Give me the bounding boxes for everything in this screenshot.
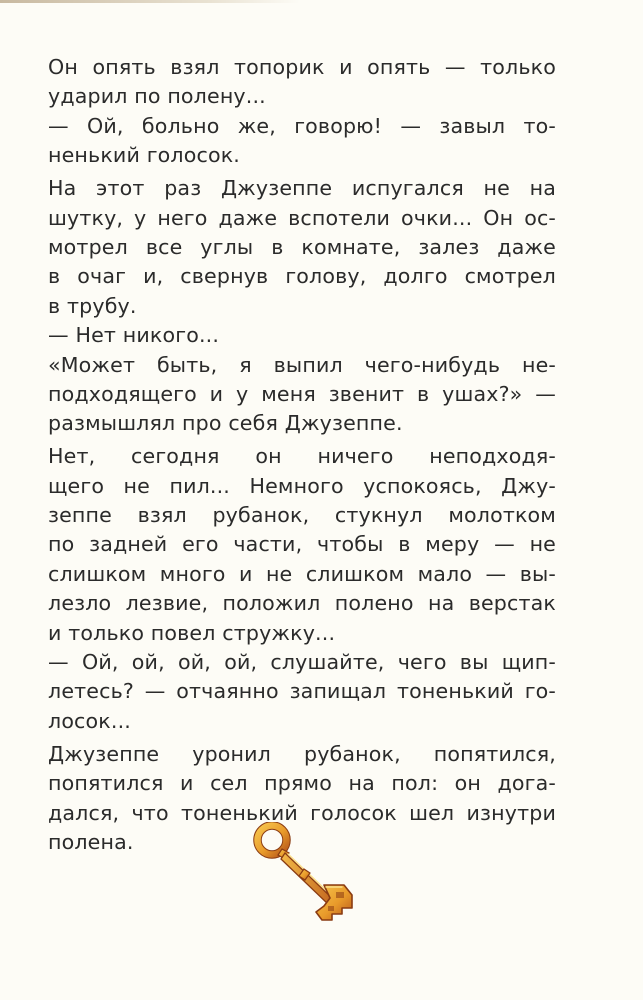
page-top-edge bbox=[0, 0, 300, 3]
text-line: летесь? — отчаянно запищал тоненький го- bbox=[48, 679, 556, 704]
text-line: в очаг и, свернув голову, долго смотрел bbox=[48, 264, 556, 289]
text-line: слишком много и не слишком мало — вы- bbox=[48, 561, 556, 586]
text-line: — Ой, ой, ой, ой, слушайте, чего вы щип- bbox=[48, 650, 556, 674]
story-text bbox=[48, 53, 556, 857]
text-line: — Нет никого... bbox=[48, 323, 220, 348]
text-line: Он опять взял топорик и опять — только bbox=[48, 55, 556, 79]
text-line: зеппе взял рубанок, стукнул молотком bbox=[48, 503, 556, 528]
text-line: в трубу. bbox=[48, 293, 137, 318]
key-shaft bbox=[281, 853, 334, 906]
text-line: «Может быть, я выпил чего-нибудь не- bbox=[48, 352, 556, 377]
text-line: ударил по полену... bbox=[48, 84, 266, 109]
text-line: На этот раз Джузеппе испугался не на bbox=[48, 176, 556, 201]
text-line: дался, что тоненький голосок шел изнутри bbox=[48, 800, 556, 825]
text-line: Нет, сегодня он ничего неподходя- bbox=[48, 444, 556, 469]
golden-key-icon bbox=[252, 822, 362, 924]
text-line: полена. bbox=[48, 829, 134, 854]
text-line: — Ой, больно же, говорю! — завыл то- bbox=[48, 113, 556, 138]
text-line: лосок... bbox=[48, 708, 131, 733]
text-line: размышлял про себя Джузеппе. bbox=[48, 411, 403, 436]
text-line: ненький голосок. bbox=[48, 143, 240, 168]
text-line: мотрел все углы в комнате, залез даже bbox=[48, 234, 556, 259]
text-line: лезло лезвие, положил полено на верстак bbox=[48, 591, 556, 616]
text-line: по задней его части, чтобы в меру — не bbox=[48, 532, 556, 557]
text-line: Джузеппе уронил рубанок, попятился, bbox=[48, 741, 556, 766]
text-line: подходящего и у меня звенит в ушах?» — bbox=[48, 381, 556, 406]
text-line: попятился и сел прямо на пол: он дога- bbox=[48, 771, 556, 796]
text-line: шутку, у него даже вспотели очки... Он ос- bbox=[48, 205, 556, 230]
text-line: щего не пил... Немного успокоясь, Джу- bbox=[48, 473, 556, 498]
text-line: и только повел стружку... bbox=[48, 620, 336, 645]
